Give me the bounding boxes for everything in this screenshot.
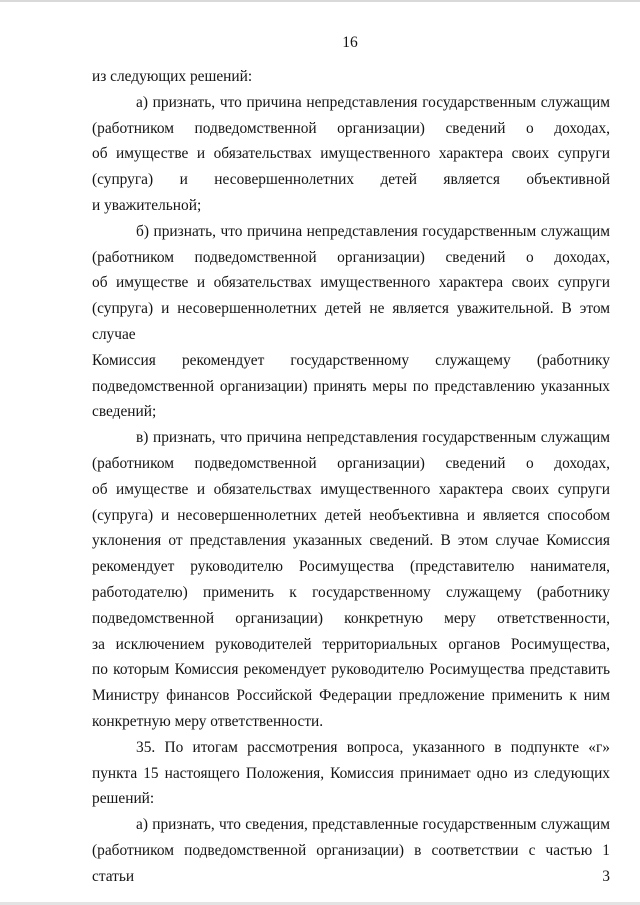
text-line: (работником подведомственной организации) сведений о доходах, [92,454,610,472]
text-line: (работником подведомственной организации) сведений о доходах, [92,248,610,266]
text-line: а) признать, что причина непредставления государственным служащим [136,93,610,111]
text-line: (супруга) и несовершеннолетних детей необъективна и является способом [92,506,610,524]
text-line: 35. По итогам рассмотрения вопроса, указанного в подпункте «г» [136,738,610,756]
text-line: (супруга) и несовершеннолетних детей не является уважительной. В этом случае [92,300,610,343]
text-line: б) признать, что причина непредставления государственным служащим [136,222,610,240]
text-line: в) признать, что причина непредставления государственным служащим [136,429,610,447]
page-number: 16 [342,34,358,51]
text-line: Комиссия рекомендует государственному служащему (работнику [92,351,610,369]
text-line: решений: [92,790,155,808]
text-line: (супруга) и несовершеннолетних детей является объективной [92,171,610,189]
text-line: а) признать, что сведения, представленные государственным служащим [136,816,610,834]
text-line: об имуществе и обязательствах имущественного характера своих супруги [92,145,610,163]
text-line: по которым Комиссия рекомендует руководителю Росимущества представить [92,661,610,679]
text-line: об имуществе и обязательствах имущественного характера своих супруги [92,480,610,498]
text-line: (работником подведомственной организации) сведений о доходах, [92,119,610,137]
text-line: подведомственной организации) принять меры по представлению указанных [92,377,610,395]
text-line: Министру финансов Российской Федерации предложение применить к ним [92,687,610,705]
text-line: конкретную меру ответственности. [92,712,324,730]
text-line: за исключением руководителей территориальных органов Росимущества, [92,635,610,653]
scan-edge-top [0,0,640,2]
text-line: пункта 15 настоящего Положения, Комиссия принимает одно из следующих [92,764,610,782]
text-line: уклонения от представления указанных сведений. В этом случае Комиссия [92,532,610,550]
text-line: из следующих решений: [92,68,253,85]
text-line: сведений; [92,403,157,421]
text-line: об имуществе и обязательствах имущественного характера своих супруги [92,274,610,292]
text-line: и уважительной; [92,196,202,214]
text-line: работодателю) применить к государственному служащему (работнику [92,583,610,601]
text-line: подведомственной организации) конкретную меру ответственности, [92,609,610,627]
text-line: рекомендует руководителю Росимущества (представителю нанимателя, [92,558,610,576]
text-line: (работником подведомственной организации) в соответствии с частью 1 статьи 3 [92,841,610,885]
document-body [92,64,610,890]
